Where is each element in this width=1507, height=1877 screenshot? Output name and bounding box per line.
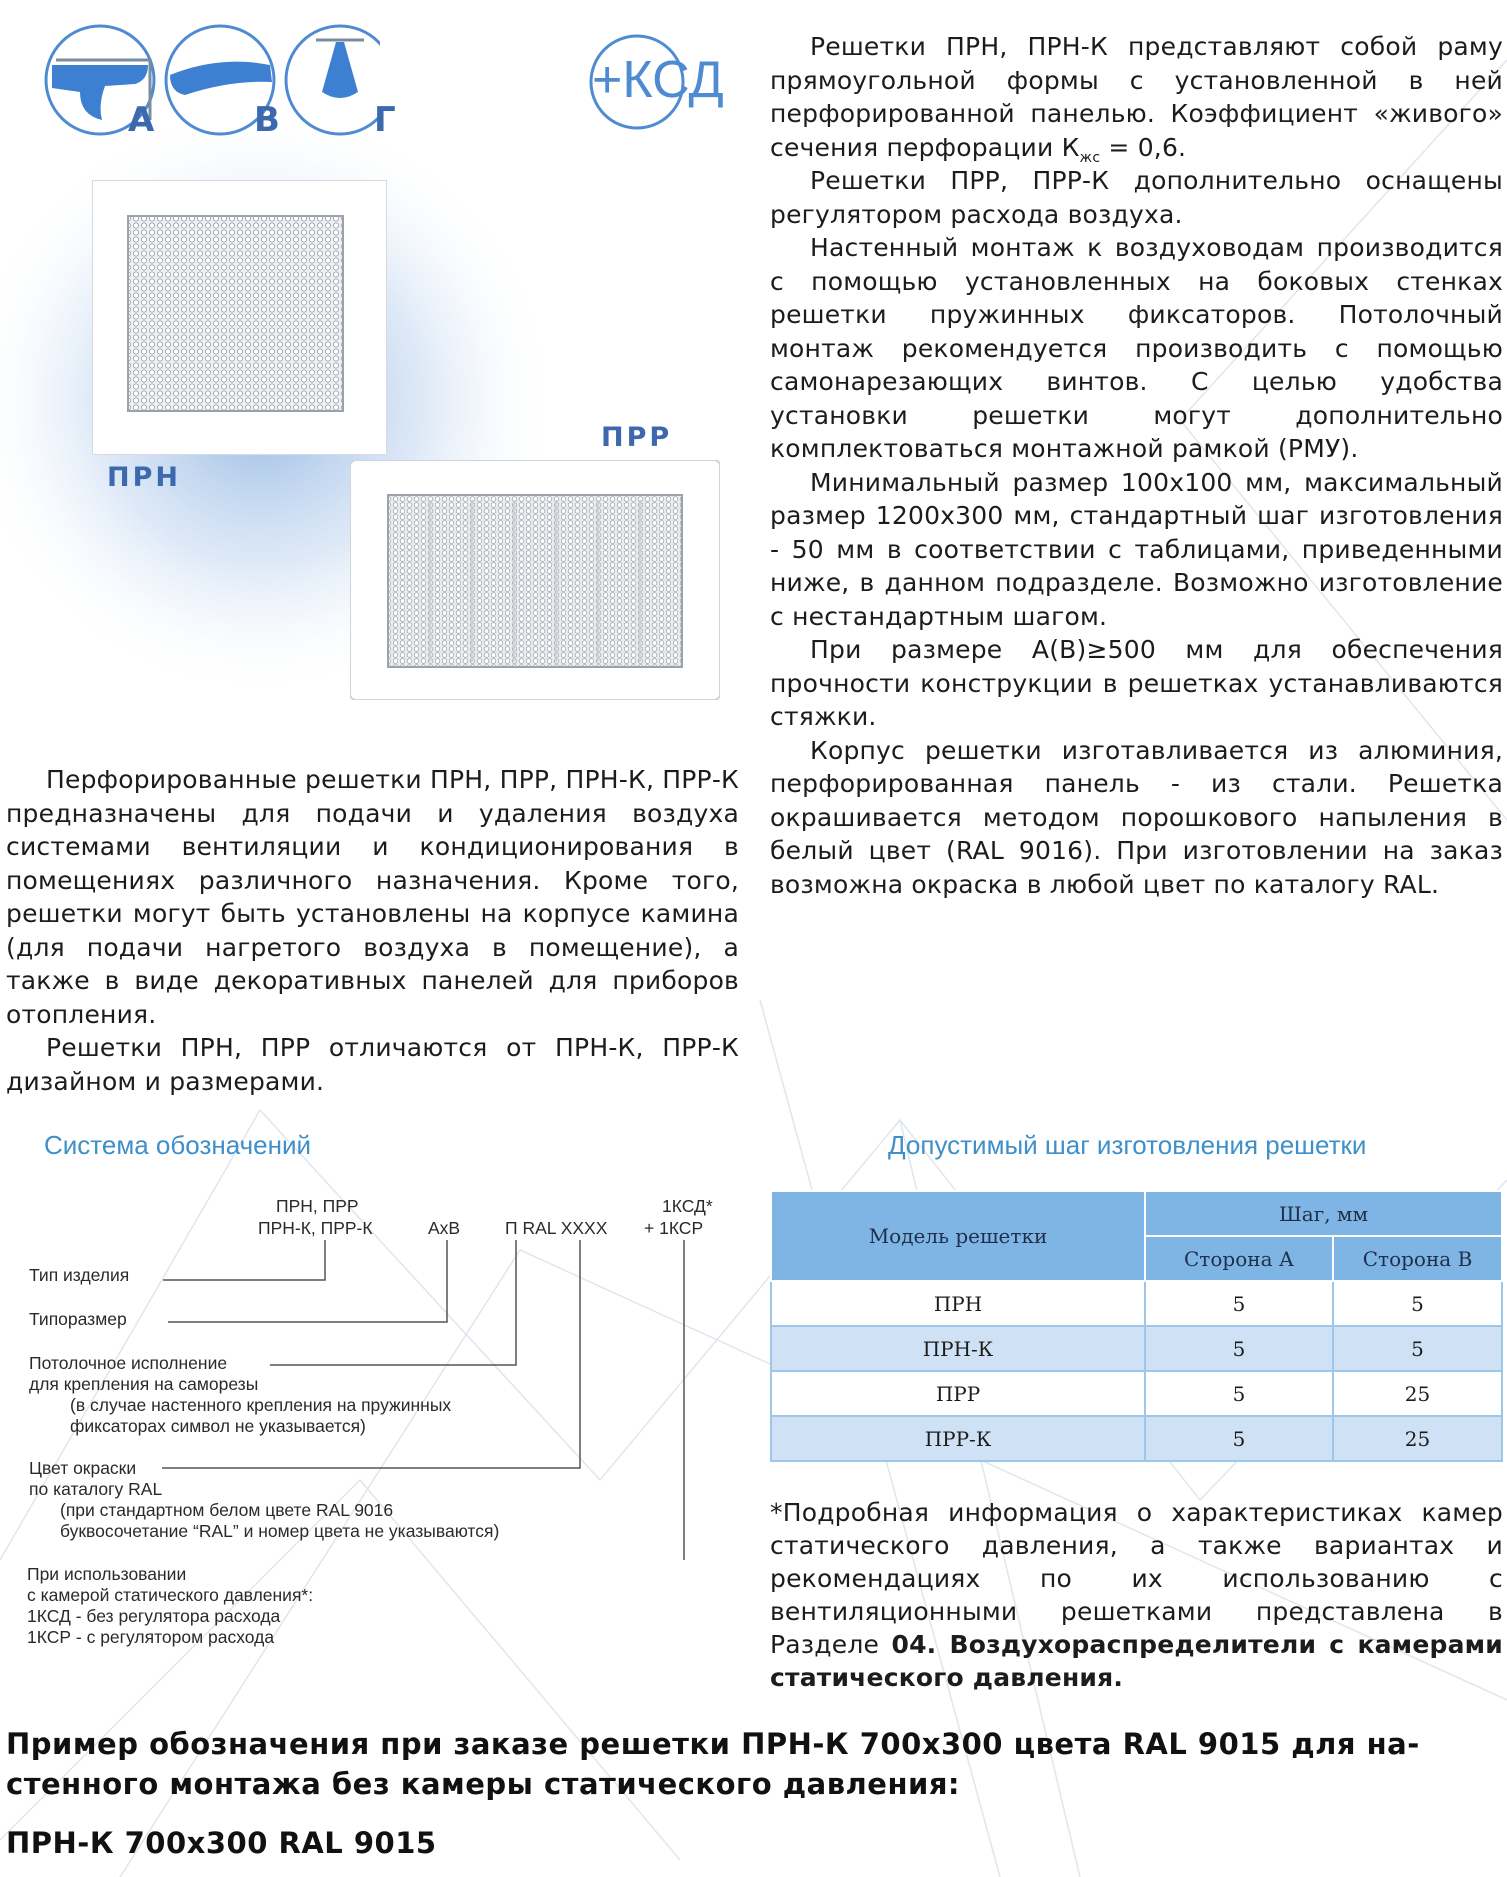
- cell-side-b: 5: [1333, 1326, 1502, 1371]
- cell-side-a: 5: [1145, 1371, 1333, 1416]
- paragraph-mounting: Настенный монтаж к воздуховодам производится с помощью установленных на боковых стенках решетки пружинных фиксаторов. Потолочный монтаж рекомендуется производить с помощью самонарезающих винтов. С целью удобства установки решетки могут дополнительно комплектоваться монтажной рамкой (РМУ).: [770, 233, 1503, 463]
- grille-prn-image: [92, 180, 387, 455]
- paragraph-description: Решетки ПРН, ПРН-К представляют собой раму прямоугольной формы с установленной в ней перфорированной панелью. Коэффициент «живого» сечения перфорации $К_{жс} = 0,6$.: [770, 32, 1503, 166]
- ksd-badge-text: +КСД: [592, 51, 724, 109]
- paragraph-regulator: Решетки ПРР, ПРР-К дополнительно оснащены регулятором расхода воздуха.: [770, 166, 1503, 229]
- item-chamber-line2: с камерой статического давления*:: [27, 1585, 314, 1605]
- paragraph-material: Корпус решетки изготавливается из алюминия, перфорированная панель - из стали. Решетка окрашивается методом порошкового напыления в белый цвет (RAL 9016). При изготовлении на заказ возможна окраска в любой цвет по каталогу RAL.: [770, 735, 1503, 899]
- cell-side-b: 25: [1333, 1371, 1502, 1416]
- cell-model: ПРР-К: [771, 1416, 1145, 1461]
- cell-side-a: 5: [1145, 1416, 1333, 1461]
- item-ceiling-line4: фиксаторах символ не указывается): [70, 1416, 366, 1436]
- header-model: Модель решетки: [771, 1191, 1145, 1281]
- step-table: [770, 1190, 1503, 1462]
- code-chamber-line2: + 1КСР: [644, 1218, 704, 1238]
- airflow-down-icon: [286, 26, 380, 134]
- header-side-a: Сторона А: [1145, 1236, 1333, 1281]
- left-text-column: [6, 763, 739, 1098]
- header-side-b: Сторона В: [1333, 1236, 1502, 1281]
- item-chamber-line3: 1КСД - без регулятора расхода: [27, 1606, 281, 1626]
- table-row: [771, 1416, 1502, 1461]
- table-row: [771, 1371, 1502, 1416]
- item-type: Тип изделия: [29, 1265, 130, 1285]
- item-color-line3: (при стандартном белом цвете RAL 9016: [60, 1500, 394, 1520]
- paragraph-difference: Решетки ПРН, ПРР отличаются от ПРН-К, ПРР-К дизайном и размерами.: [6, 1033, 739, 1096]
- code-type-line2: ПРН-К, ПРР-К: [258, 1218, 373, 1238]
- item-chamber-line1: При использовании: [27, 1564, 187, 1584]
- code-chamber-line1: 1КСД*: [662, 1196, 713, 1216]
- right-text-column: [770, 30, 1503, 901]
- footnote: [770, 1496, 1503, 1694]
- footnote-text: *Подробная информация о характеристиках камер статического давления, а также вариантах и рекомендациях по их использованию с вентиляционными решетками представлена в Разделе: [770, 1498, 1503, 1659]
- item-color-line2: по каталогу RAL: [29, 1479, 163, 1499]
- code-color: П RAL XXXX: [505, 1218, 608, 1238]
- item-chamber-line4: 1КСР - с регулятором расхода: [27, 1627, 275, 1647]
- cell-model: ПРН: [771, 1281, 1145, 1326]
- cell-side-b: 5: [1333, 1281, 1502, 1326]
- cell-model: ПРН-К: [771, 1326, 1145, 1371]
- cell-side-a: 5: [1145, 1326, 1333, 1371]
- header-step: Шаг, мм: [1145, 1191, 1502, 1236]
- grille-prr-image: [350, 460, 720, 700]
- item-color-line1: Цвет окраски: [29, 1458, 137, 1478]
- icon-letter-g: Г: [374, 100, 396, 140]
- table-row: [771, 1281, 1502, 1326]
- icon-letter-b: В: [254, 100, 280, 140]
- prr-label: ПРР: [601, 422, 673, 453]
- footnote-bold: 04. Воздухораспределители с камерами статического давления.: [770, 1630, 1503, 1692]
- order-example-line2: стенного монтажа без камеры статического давления:: [6, 1767, 961, 1801]
- code-size: АхВ: [428, 1218, 461, 1238]
- item-size: Типоразмер: [29, 1309, 127, 1329]
- cell-side-a: 5: [1145, 1281, 1333, 1326]
- table-header-row: [771, 1191, 1502, 1236]
- table-row: [771, 1326, 1502, 1371]
- paragraph-ties: При размере А(В)≥500 мм для обеспечения прочности конструкции в решетках устанавливаются стяжки.: [770, 635, 1503, 731]
- cell-model: ПРР: [771, 1371, 1145, 1416]
- item-ceiling-line1: Потолочное исполнение: [29, 1353, 228, 1373]
- code-type-line1: ПРН, ПРР: [276, 1196, 359, 1216]
- item-color-line4: буквосочетание “RAL” и номер цвета не указываются): [60, 1521, 500, 1541]
- paragraph-sizes: Минимальный размер 100х100 мм, максимальный размер 1200х300 мм, стандартный шаг изготовления - 50 мм в соответствии с таблицами, приведенными ниже, в данном подразделе. Возможно изготовление с нестандартным шагом.: [770, 467, 1503, 631]
- order-example-code: ПРН-К 700х300 RAL 9015: [6, 1826, 437, 1860]
- cell-side-b: 25: [1333, 1416, 1502, 1461]
- item-ceiling-line3: (в случае настенного крепления на пружинных: [70, 1395, 452, 1415]
- paragraph-purpose: Перфорированные решетки ПРН, ПРР, ПРН-К, ПРР-К предназначены для подачи и удаления воздуха системами вентиляции и кондиционирования в помещениях различного назначения. Кроме того, решетки могут быть установлены на корпусе камина (для подачи нагретого воздуха в помещение), а также в виде декоративных панелей для приборов отопления.: [6, 765, 739, 1029]
- airflow-icons: [40, 20, 380, 145]
- prn-label: ПРН: [107, 462, 181, 493]
- step-table-title: Допустимый шаг изготовления решетки: [888, 1130, 1367, 1160]
- order-example-line1: Пример обозначения при заказе решетки ПРН-К 700х300 цвета RAL 9015 для на-: [6, 1727, 1420, 1761]
- item-ceiling-line2: для крепления на саморезы: [29, 1374, 259, 1394]
- designation-title: Система обозначений: [44, 1130, 312, 1160]
- icon-letter-a: А: [128, 100, 155, 140]
